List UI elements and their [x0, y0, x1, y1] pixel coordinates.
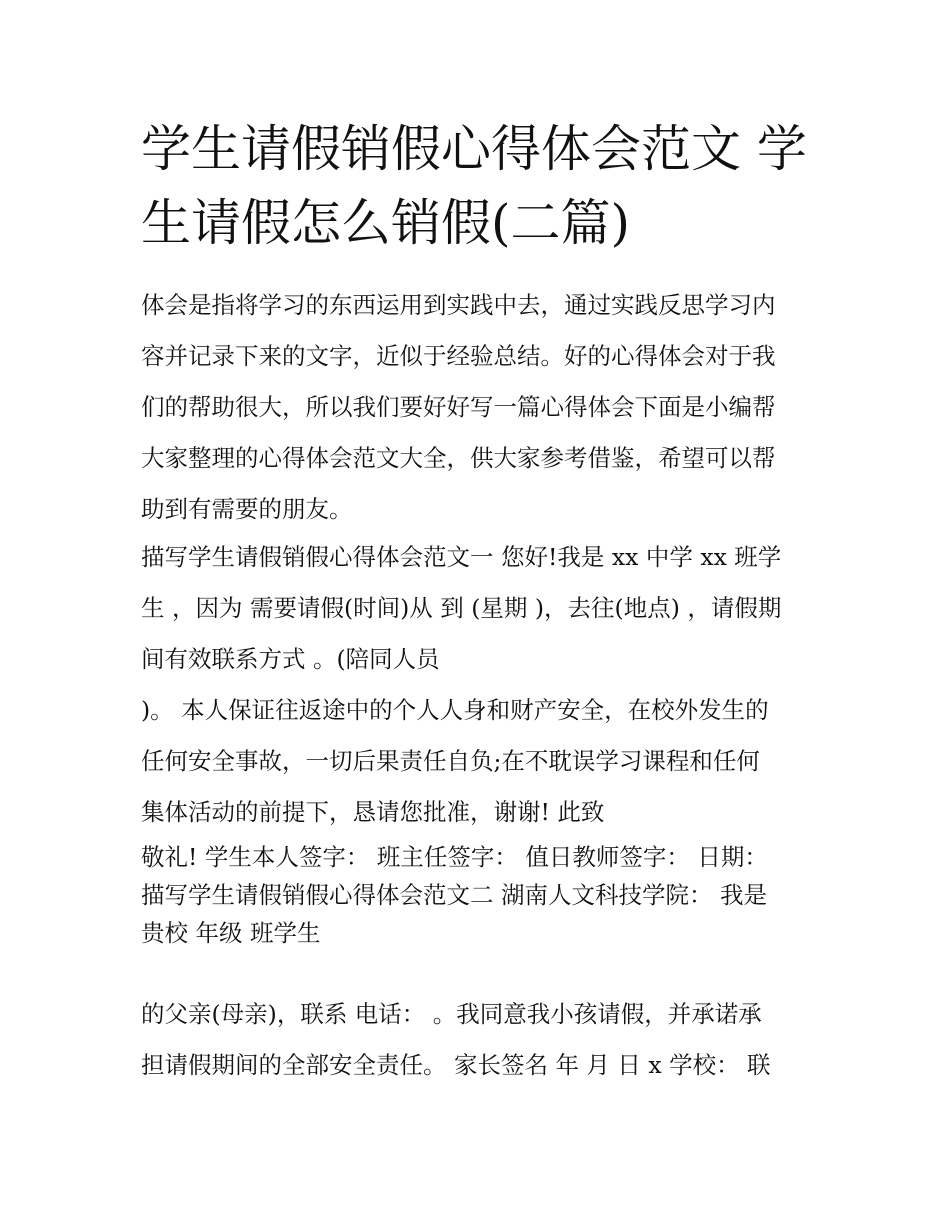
text-line: 的父亲(母亲)，联系 电话： 。我同意我小孩请假，并承诺承: [141, 1000, 762, 1028]
text-line: 描写学生请假销假心得体会范文一 您好!我是 xx 中学 xx 班学: [141, 543, 782, 571]
document-title: [141, 112, 821, 260]
title-line: 学生请假销假心得体会范文 学: [141, 120, 807, 178]
text-line: 容并记录下来的文字，近似于经验总结。好的心得体会对于我: [141, 342, 776, 370]
sample-one-paragraph: [141, 532, 821, 838]
text-line: 体会是指将学习的东西运用到实践中去，通过实践反思学习内: [141, 291, 776, 319]
text-line: 大家整理的心得体会范文大全，供大家参考借鉴，希望可以帮: [141, 444, 776, 472]
text-line: 间有效联系方式 。(陪同人员: [141, 645, 440, 673]
intro-paragraph: [141, 280, 821, 535]
text-line: 担请假期间的全部安全责任。 家长签名 年 月 日 x 学校： 联: [141, 1051, 771, 1079]
text-line: 贵校 年级 班学生: [141, 919, 321, 947]
text-line: 任何安全事故，一切后果责任自负;在不耽误学习课程和任何: [141, 747, 760, 775]
text-line: 敬礼! 学生本人签字： 班主任签字： 值日教师签字： 日期：: [141, 843, 768, 871]
text-line: 生 ，因为 需要请假(时间)从 到 (星期 )，去往(地点) ，请假期: [141, 594, 782, 622]
title-line: 生请假怎么销假(二篇): [141, 194, 631, 252]
text-line: 描写学生请假销假心得体会范文二 湖南人文科技学院： 我是: [141, 881, 767, 909]
text-line: 集体活动的前提下，恳请您批准，谢谢! 此致: [141, 798, 605, 826]
sample-two-paragraph: [141, 838, 821, 952]
sample-three-paragraph: [141, 989, 821, 1091]
text-line: )。 本人保证往返途中的个人人身和财产安全，在校外发生的: [141, 696, 769, 724]
text-line: 们的帮助很大，所以我们要好好写一篇心得体会下面是小编帮: [141, 393, 776, 421]
text-line: 助到有需要的朋友。: [141, 495, 353, 523]
